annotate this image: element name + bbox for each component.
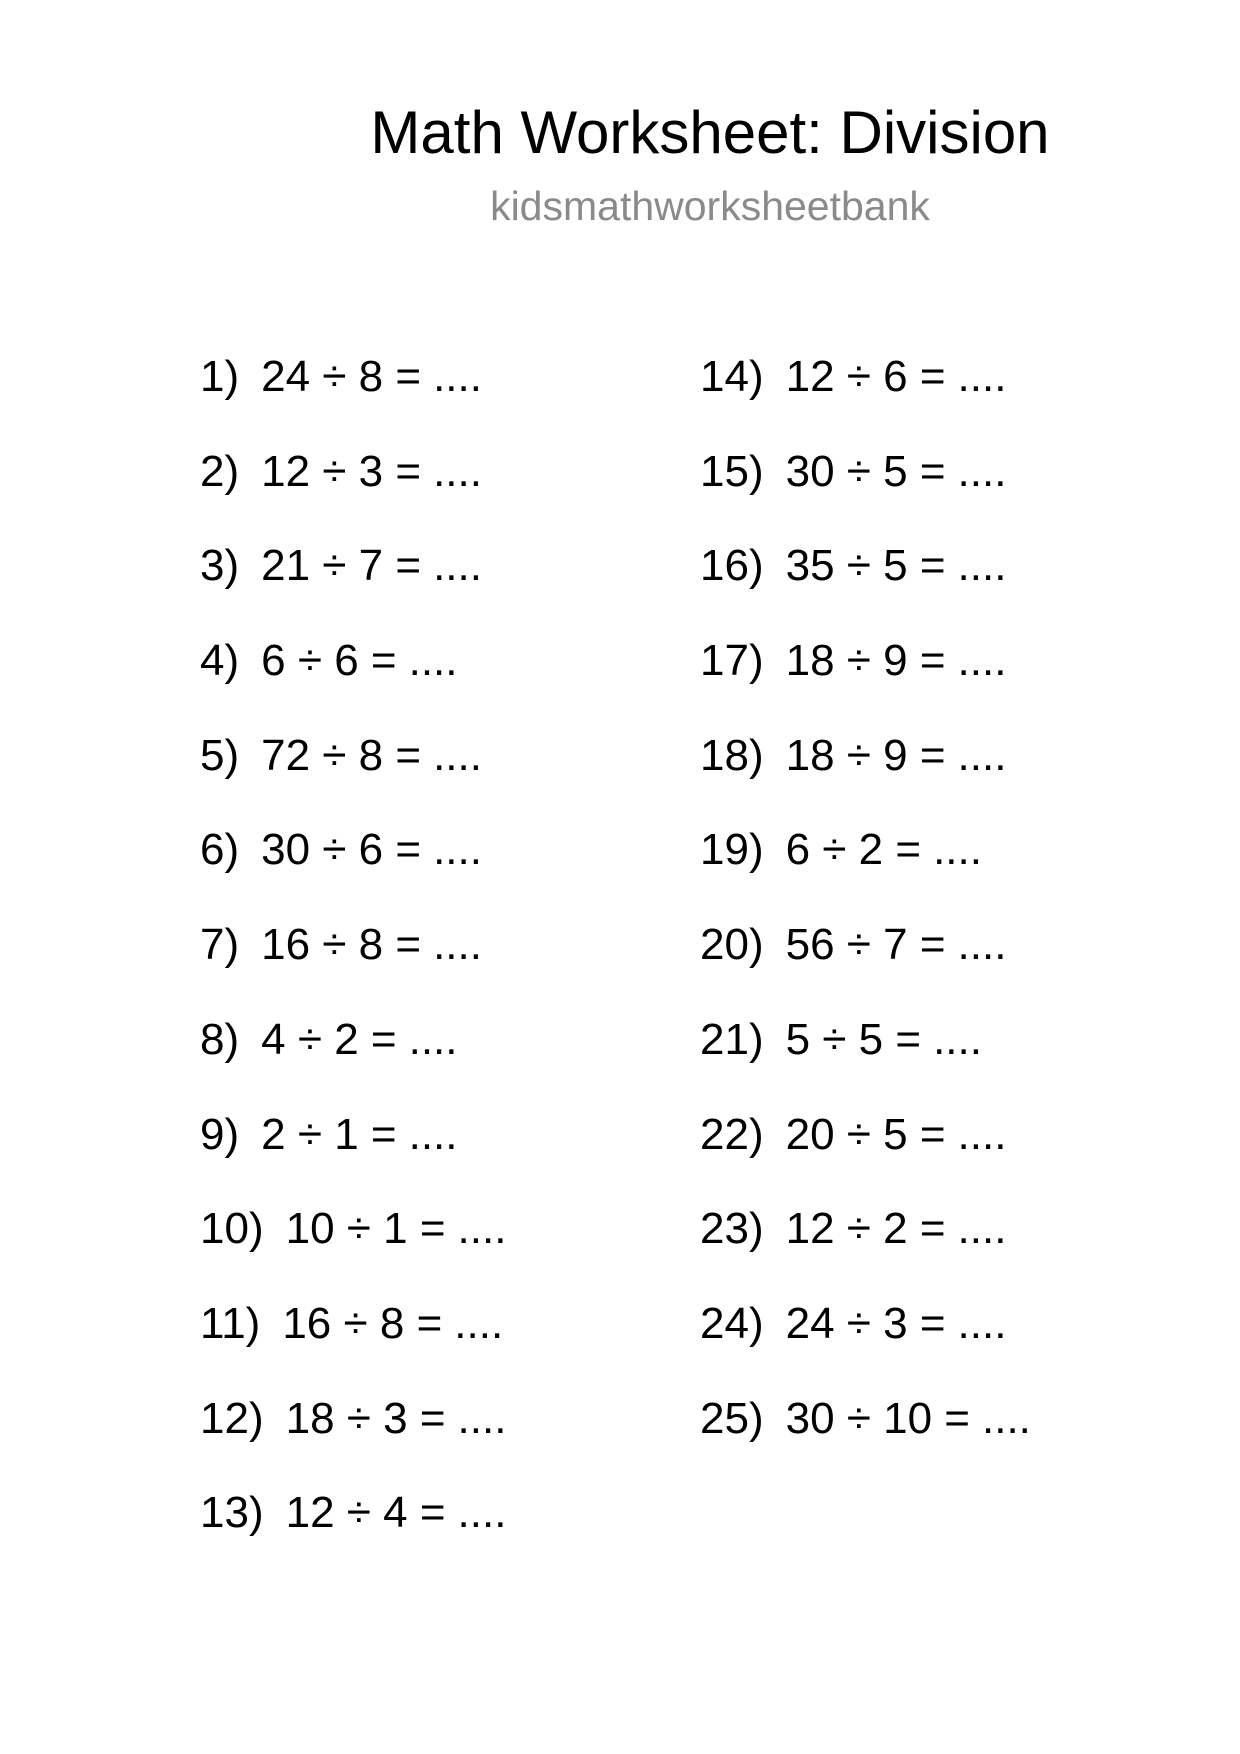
answer-blank: .... bbox=[433, 446, 482, 496]
answer-blank: .... bbox=[408, 636, 458, 686]
problem-number: 25) bbox=[700, 1393, 764, 1443]
problem-expression: 56 ÷ 7 = bbox=[785, 920, 946, 970]
problem-6 bbox=[200, 825, 506, 920]
problem-expression: 12 ÷ 6 = bbox=[785, 352, 946, 401]
answer-blank: .... bbox=[957, 541, 1007, 591]
problem-3 bbox=[200, 541, 506, 636]
answer-blank: .... bbox=[408, 1109, 458, 1159]
problem-number: 7) bbox=[200, 920, 240, 970]
problem-expression: 16 ÷ 8 = bbox=[282, 1298, 443, 1348]
page-title: Math Worksheet: Division bbox=[370, 99, 1050, 166]
problem-22 bbox=[700, 1110, 1031, 1205]
page-subtitle: kidsmathworksheetbank bbox=[490, 183, 930, 229]
problem-expression: 12 ÷ 3 = bbox=[261, 446, 422, 496]
answer-blank: .... bbox=[957, 920, 1007, 970]
problem-23 bbox=[700, 1204, 1031, 1299]
problem-expression: 30 ÷ 10 = bbox=[785, 1393, 970, 1443]
problem-12 bbox=[200, 1394, 506, 1489]
problem-expression: 10 ÷ 1 = bbox=[285, 1204, 446, 1254]
problem-number: 2) bbox=[200, 446, 240, 496]
problem-14 bbox=[700, 352, 1031, 447]
problem-expression: 12 ÷ 2 = bbox=[785, 1204, 946, 1254]
problem-expression: 18 ÷ 9 = bbox=[785, 730, 946, 780]
problem-25 bbox=[700, 1394, 1031, 1489]
problem-expression: 21 ÷ 7 = bbox=[261, 541, 422, 591]
problem-expression: 20 ÷ 5 = bbox=[785, 1109, 946, 1159]
problem-expression: 6 ÷ 2 = bbox=[785, 825, 922, 875]
problem-number: 24) bbox=[700, 1298, 764, 1348]
problem-expression: 5 ÷ 5 = bbox=[785, 1014, 922, 1064]
problem-expression: 30 ÷ 5 = bbox=[785, 446, 946, 496]
problem-10 bbox=[200, 1204, 506, 1299]
problem-number: 13) bbox=[200, 1488, 264, 1538]
problem-number: 19) bbox=[700, 825, 764, 875]
answer-blank: .... bbox=[457, 1393, 507, 1443]
problem-4 bbox=[200, 636, 506, 731]
problem-expression: 4 ÷ 2 = bbox=[261, 1014, 397, 1064]
answer-blank: .... bbox=[957, 1298, 1007, 1348]
problem-expression: 72 ÷ 8 = bbox=[261, 730, 422, 780]
answer-blank: .... bbox=[457, 1204, 507, 1254]
answer-blank: .... bbox=[957, 1204, 1007, 1254]
problem-1 bbox=[200, 352, 506, 447]
problem-number: 5) bbox=[200, 730, 240, 780]
answer-blank: .... bbox=[433, 920, 482, 970]
problem-expression: 12 ÷ 4 = bbox=[285, 1488, 446, 1538]
answer-blank: .... bbox=[957, 352, 1007, 401]
problem-number: 22) bbox=[700, 1109, 764, 1159]
problem-17 bbox=[700, 636, 1031, 731]
answer-blank: .... bbox=[933, 1014, 982, 1064]
problem-number: 20) bbox=[700, 920, 764, 970]
problem-16 bbox=[700, 541, 1031, 636]
problem-expression: 24 ÷ 8 = bbox=[261, 352, 422, 401]
answer-blank: .... bbox=[957, 1109, 1007, 1159]
problems-right-column bbox=[700, 352, 1031, 1488]
problem-2 bbox=[200, 447, 506, 542]
problem-11 bbox=[200, 1299, 506, 1394]
problem-18 bbox=[700, 731, 1031, 826]
problem-expression: 35 ÷ 5 = bbox=[785, 541, 946, 591]
answer-blank: .... bbox=[957, 446, 1007, 496]
problem-8 bbox=[200, 1015, 506, 1110]
problem-expression: 18 ÷ 9 = bbox=[785, 636, 946, 686]
problem-number: 8) bbox=[200, 1014, 240, 1064]
problem-24 bbox=[700, 1299, 1031, 1394]
problem-number: 17) bbox=[700, 636, 764, 686]
problem-number: 12) bbox=[200, 1393, 264, 1443]
problem-number: 16) bbox=[700, 541, 764, 591]
problem-expression: 6 ÷ 6 = bbox=[261, 636, 397, 686]
answer-blank: .... bbox=[433, 541, 482, 591]
answer-blank: .... bbox=[433, 352, 482, 401]
problem-number: 23) bbox=[700, 1204, 764, 1254]
problem-number: 6) bbox=[200, 825, 240, 875]
answer-blank: .... bbox=[933, 825, 982, 875]
problem-number: 18) bbox=[700, 730, 764, 780]
problem-5 bbox=[200, 731, 506, 826]
problem-number: 11) bbox=[200, 1298, 261, 1348]
problem-number: 3) bbox=[200, 541, 240, 591]
problem-21 bbox=[700, 1015, 1031, 1110]
answer-blank: .... bbox=[957, 730, 1007, 780]
problem-number: 4) bbox=[200, 636, 240, 686]
answer-blank: .... bbox=[982, 1393, 1031, 1443]
problem-7 bbox=[200, 920, 506, 1015]
answer-blank: .... bbox=[433, 730, 482, 780]
answer-blank: .... bbox=[957, 636, 1007, 686]
problem-20 bbox=[700, 920, 1031, 1015]
problem-number: 9) bbox=[200, 1109, 240, 1159]
problem-number: 1) bbox=[200, 352, 240, 401]
problem-expression: 18 ÷ 3 = bbox=[285, 1393, 446, 1443]
problem-expression: 2 ÷ 1 = bbox=[261, 1109, 397, 1159]
answer-blank: .... bbox=[454, 1298, 504, 1348]
answer-blank: .... bbox=[408, 1014, 458, 1064]
answer-blank: .... bbox=[457, 1488, 507, 1538]
problem-number: 21) bbox=[700, 1014, 764, 1064]
problem-expression: 24 ÷ 3 = bbox=[785, 1298, 946, 1348]
problem-9 bbox=[200, 1110, 506, 1205]
problem-number: 14) bbox=[700, 352, 764, 401]
problems-left-column bbox=[200, 352, 506, 1583]
problem-expression: 16 ÷ 8 = bbox=[261, 920, 422, 970]
problem-number: 10) bbox=[200, 1204, 264, 1254]
answer-blank: .... bbox=[433, 825, 482, 875]
problem-number: 15) bbox=[700, 446, 764, 496]
problem-expression: 30 ÷ 6 = bbox=[261, 825, 422, 875]
problem-13 bbox=[200, 1488, 506, 1583]
problem-15 bbox=[700, 447, 1031, 542]
problem-19 bbox=[700, 825, 1031, 920]
